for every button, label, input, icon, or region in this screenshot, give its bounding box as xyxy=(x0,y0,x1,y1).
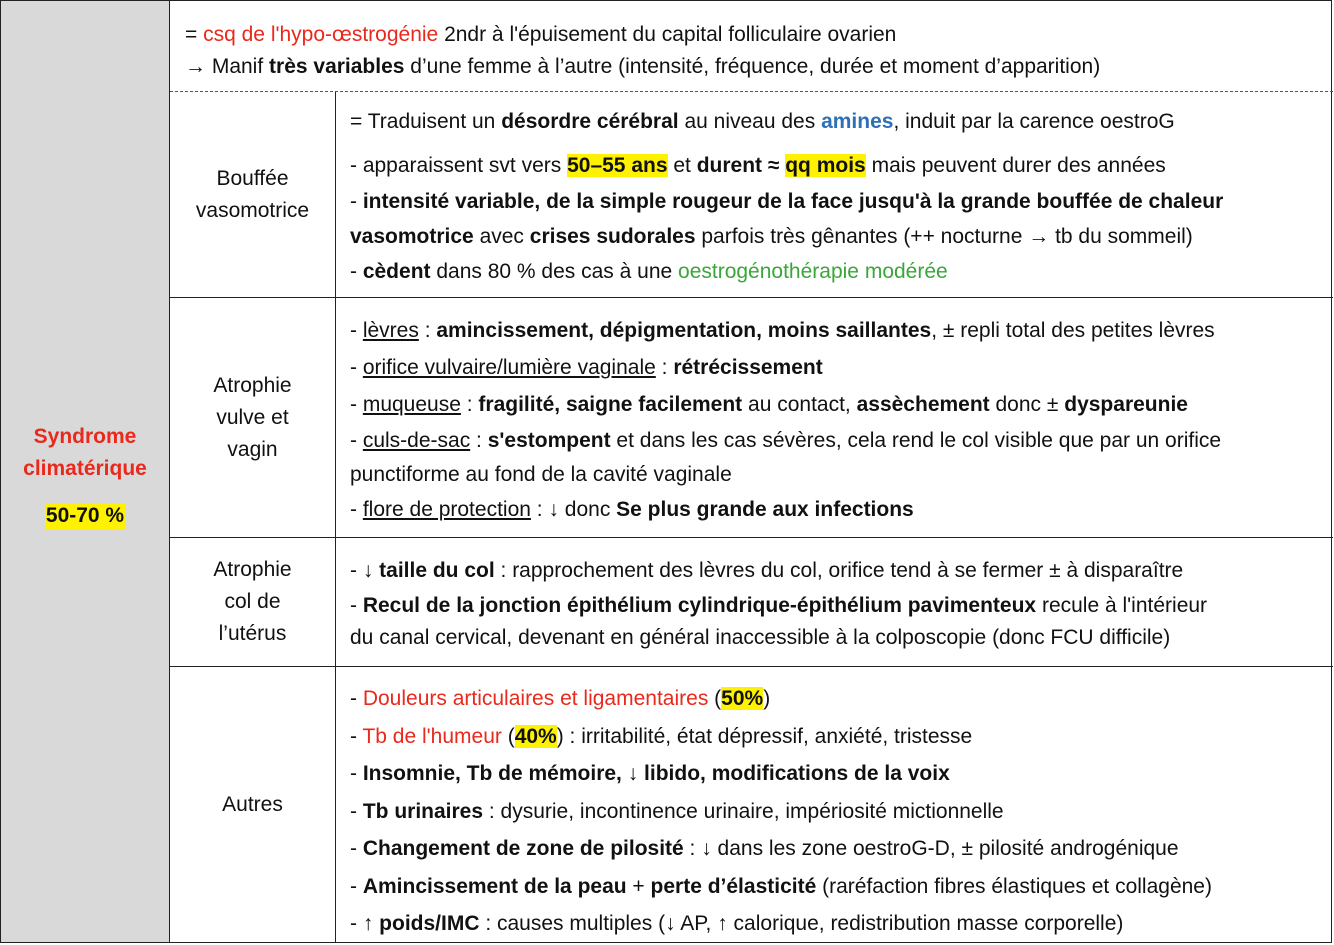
syndrome-percent-badge: 50-70 % xyxy=(45,504,125,527)
syndrome-title-line1: Syndrome xyxy=(33,425,137,448)
category-label: Atrophie col de l’utérus xyxy=(170,538,336,666)
category-label: Autres xyxy=(170,667,336,942)
category-label: Bouffée vasomotrice xyxy=(170,92,336,297)
definition-highlight: csq de l'hypo-œstrogénie xyxy=(203,23,439,46)
row-atrophie-col-uterus xyxy=(170,538,1333,667)
row-content: = Traduisent un désordre cérébral au niveau des amines, induit par la carence oestroG - apparaissent svt vers 50–55 ans et durent ≈ qq mois mais peuvent durer des années - intensité variable, de la simple rougeur de la face jusqu'à la grande bouffée de chaleur vasomotrice avec crises sudorales parfois très gênantes (++ nocturne → tb du sommeil) - cèdent dans 80 % des cas à une oestrogénothérapie modérée xyxy=(350,110,1224,283)
left-category-cell xyxy=(1,1,170,942)
row-atrophie-vulve-vagin xyxy=(170,298,1333,538)
syndrome-title-line2: climatérique xyxy=(23,457,147,480)
intro-definition: = csq de l'hypo-œstrogénie 2ndr à l'épuisement du capital folliculaire ovarien → Manif très variables d’une femme à l’autre (intensité, fréquence, durée et moment d’apparition) xyxy=(170,1,1333,92)
category-label: Atrophie vulve et vagin xyxy=(170,298,336,537)
row-content: - lèvres : amincissement, dépigmentation, moins saillantes, ± repli total des petites lèvres - orifice vulvaire/lumière vaginale : rétrécissement - muqueuse : fragilité, saigne facilement au contact, assèchement donc ± dyspareunie - culs-de-sac : s'estompent et dans les cas sévères, cela rend le col visible que par un orifice punctiforme au fond de la cavité vaginale - flore de protection : ↓ donc Se plus grande aux infections xyxy=(350,319,1222,521)
row-content: - Douleurs articulaires et ligamentaires (50%) - Tb de l'humeur (40%) : irritabilité, état dépressif, anxiété, tristesse - Insomnie, Tb de mémoire, ↓ libido, modifications de la voix - Tb urinaires : dysurie, incontinence urinaire, impériosité mictionnelle - Changement de zone de pilosité : ↓ dans les zone oestroG-D, ± pilosité androgénique - Amincissement de la peau + perte d’élasticité (raréfaction fibres élastiques et collagène) - ↑ poids/IMC : causes multiples (↓ AP, ↑ calorique, redistribution masse corporelle) xyxy=(350,687,1212,935)
row-content: - ↓ taille du col : rapprochement des lèvres du col, orifice tend à se fermer ± à disparaître - Recul de la jonction épithélium cylindrique-épithélium pavimenteux recule à l'intérieur du canal cervical, devenant en général inaccessible à la colposcopie (donc FCU difficile) xyxy=(350,559,1208,649)
row-bouffee-vasomotrice xyxy=(170,92,1333,298)
row-autres xyxy=(170,667,1333,942)
